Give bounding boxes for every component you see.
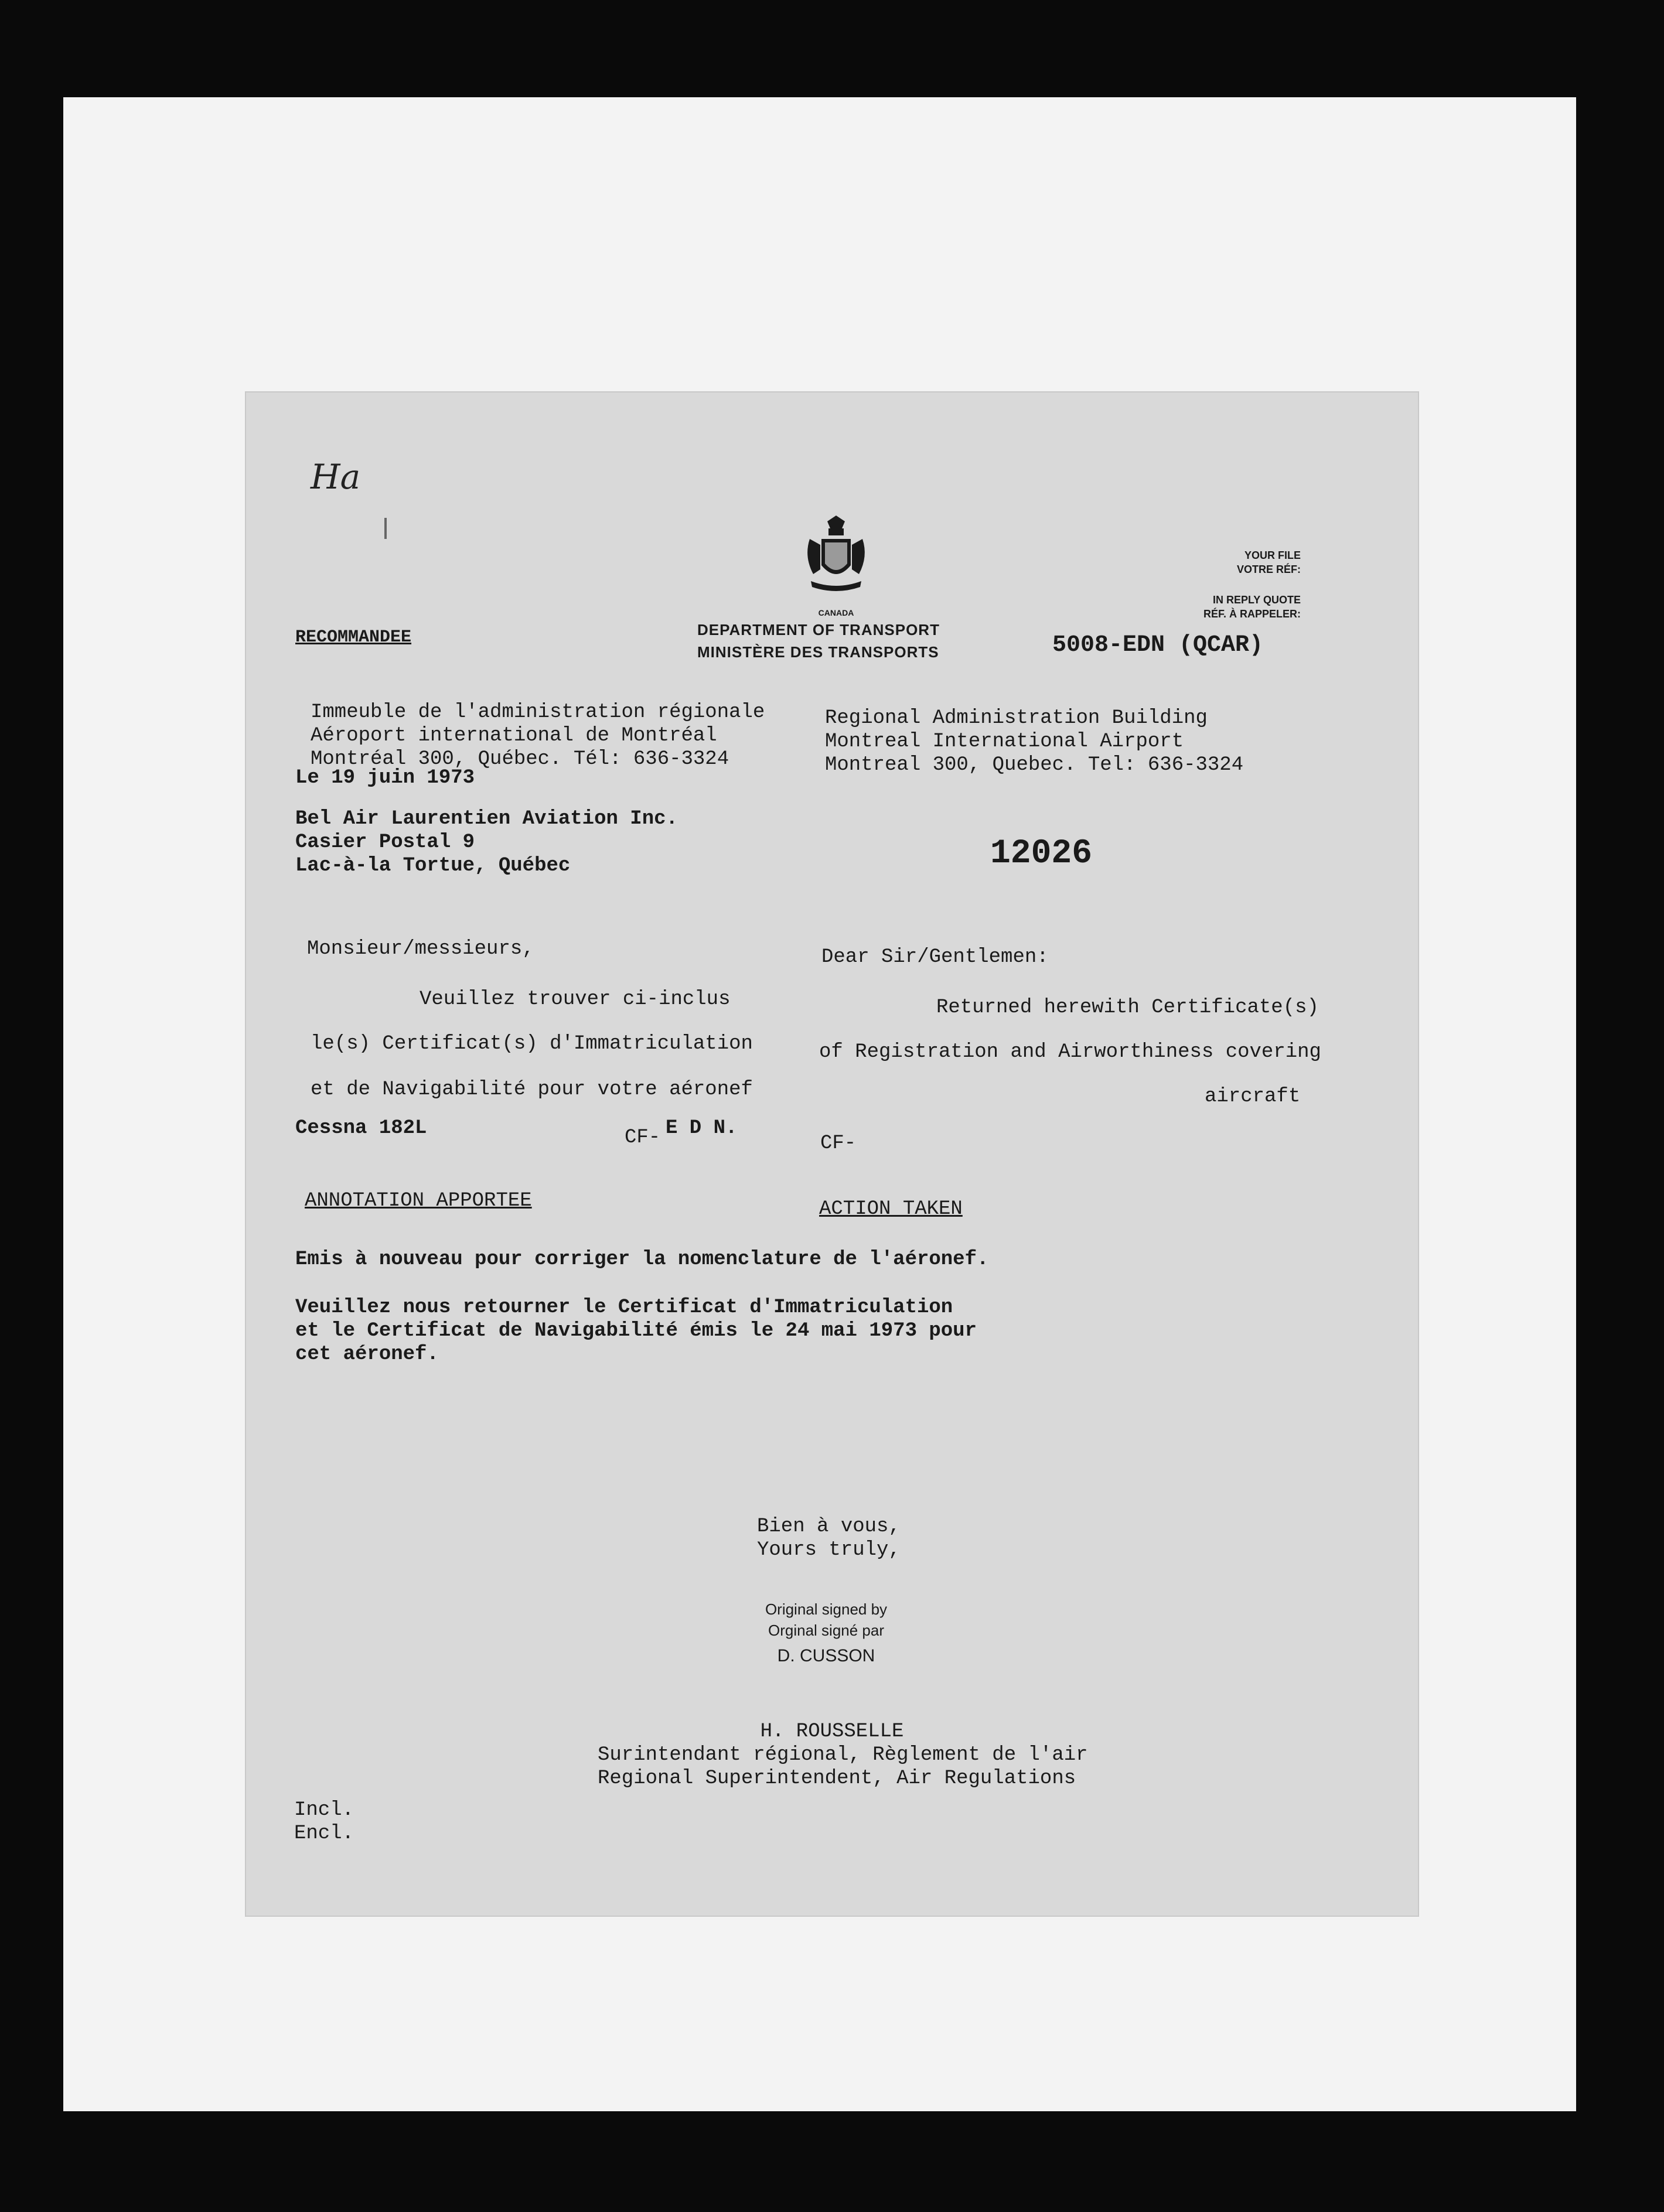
address-en-1: Regional Administration Building xyxy=(825,707,1208,729)
document-number: 12026 xyxy=(990,835,1093,873)
closing-en: Yours truly, xyxy=(757,1539,901,1561)
ref-number: 5008-EDN (QCAR) xyxy=(1052,632,1264,658)
official-title-fr: Surintendant régional, Règlement de l'air xyxy=(598,1744,1088,1766)
cf-registration: E D N. xyxy=(666,1117,738,1139)
canada-coat-of-arms-icon xyxy=(804,516,868,603)
recipient-3: Lac-à-la Tortue, Québec xyxy=(295,855,571,877)
signer-name: D. CUSSON xyxy=(777,1646,875,1665)
votre-ref-label: VOTRE RÉF: xyxy=(1236,564,1301,575)
salutation-en: Dear Sir/Gentlemen: xyxy=(821,946,1049,968)
official-title-en: Regional Superintendent, Air Regulations xyxy=(598,1767,1076,1790)
dept-en: DEPARTMENT OF TRANSPORT xyxy=(697,621,940,639)
cf-label-fr: CF- xyxy=(625,1127,661,1149)
address-fr-2: Aéroport international de Montréal xyxy=(311,725,717,747)
canada-label: CANADA xyxy=(818,608,854,617)
signed-en: Original signed by xyxy=(765,1600,888,1618)
dept-fr: MINISTÈRE DES TRANSPORTS xyxy=(697,643,939,661)
letter-sheet xyxy=(246,392,1418,1916)
address-fr-3: Montréal 300, Québec. Tél: 636-3324 xyxy=(311,748,729,770)
action-heading: ACTION TAKEN xyxy=(819,1198,963,1220)
body-fr-line2: le(s) Certificat(s) d'Immatriculation xyxy=(311,1033,753,1055)
letter-date: Le 19 juin 1973 xyxy=(295,767,475,789)
body-en-line1: Returned herewith Certificate(s) xyxy=(936,996,1319,1019)
body-fr-line3: et de Navigabilité pour votre aéronef xyxy=(311,1078,753,1101)
body-en-line2: of Registration and Airworthiness covering xyxy=(819,1041,1321,1063)
closing-fr: Bien à vous, xyxy=(757,1515,901,1538)
registered-label: RECOMMANDEE xyxy=(295,627,412,647)
handwritten-mark: Ha xyxy=(311,457,361,497)
recipient-2: Casier Postal 9 xyxy=(295,831,475,854)
aircraft-type: Cessna 182L xyxy=(295,1117,427,1139)
ref-rappeler-label: RÉF. À RAPPELER: xyxy=(1203,608,1301,620)
annotation-line-1: Emis à nouveau pour corriger la nomenclature de l'aéronef. xyxy=(295,1248,989,1271)
recipient-1: Bel Air Laurentien Aviation Inc. xyxy=(295,808,678,830)
body-fr-line1: Veuillez trouver ci-inclus xyxy=(420,988,731,1011)
enclosure-en: Encl. xyxy=(294,1822,354,1845)
address-fr-1: Immeuble de l'administration régionale xyxy=(311,701,765,723)
cf-label-en: CF- xyxy=(820,1132,857,1155)
annotation-line-2: Veuillez nous retourner le Certificat d'Immatriculation xyxy=(295,1296,953,1319)
signed-fr: Orginal signé par xyxy=(768,1622,884,1639)
annotation-line-4: cet aéronef. xyxy=(295,1343,439,1366)
enclosure-fr: Incl. xyxy=(294,1799,354,1821)
annotation-heading: ANNOTATION APPORTEE xyxy=(305,1190,532,1212)
in-reply-label: IN REPLY QUOTE xyxy=(1212,594,1301,606)
salutation-fr: Monsieur/messieurs, xyxy=(307,938,534,960)
your-file-label: YOUR FILE xyxy=(1244,549,1301,561)
annotation-line-3: et le Certificat de Navigabilité émis le 24 mai 1973 pour xyxy=(295,1320,977,1342)
address-en-2: Montreal International Airport xyxy=(825,730,1184,753)
body-en-line3: aircraft xyxy=(1205,1085,1301,1108)
address-en-3: Montreal 300, Quebec. Tel: 636-3324 xyxy=(825,754,1244,776)
pencil-mark xyxy=(384,518,398,539)
official-name: H. ROUSSELLE xyxy=(760,1721,904,1743)
